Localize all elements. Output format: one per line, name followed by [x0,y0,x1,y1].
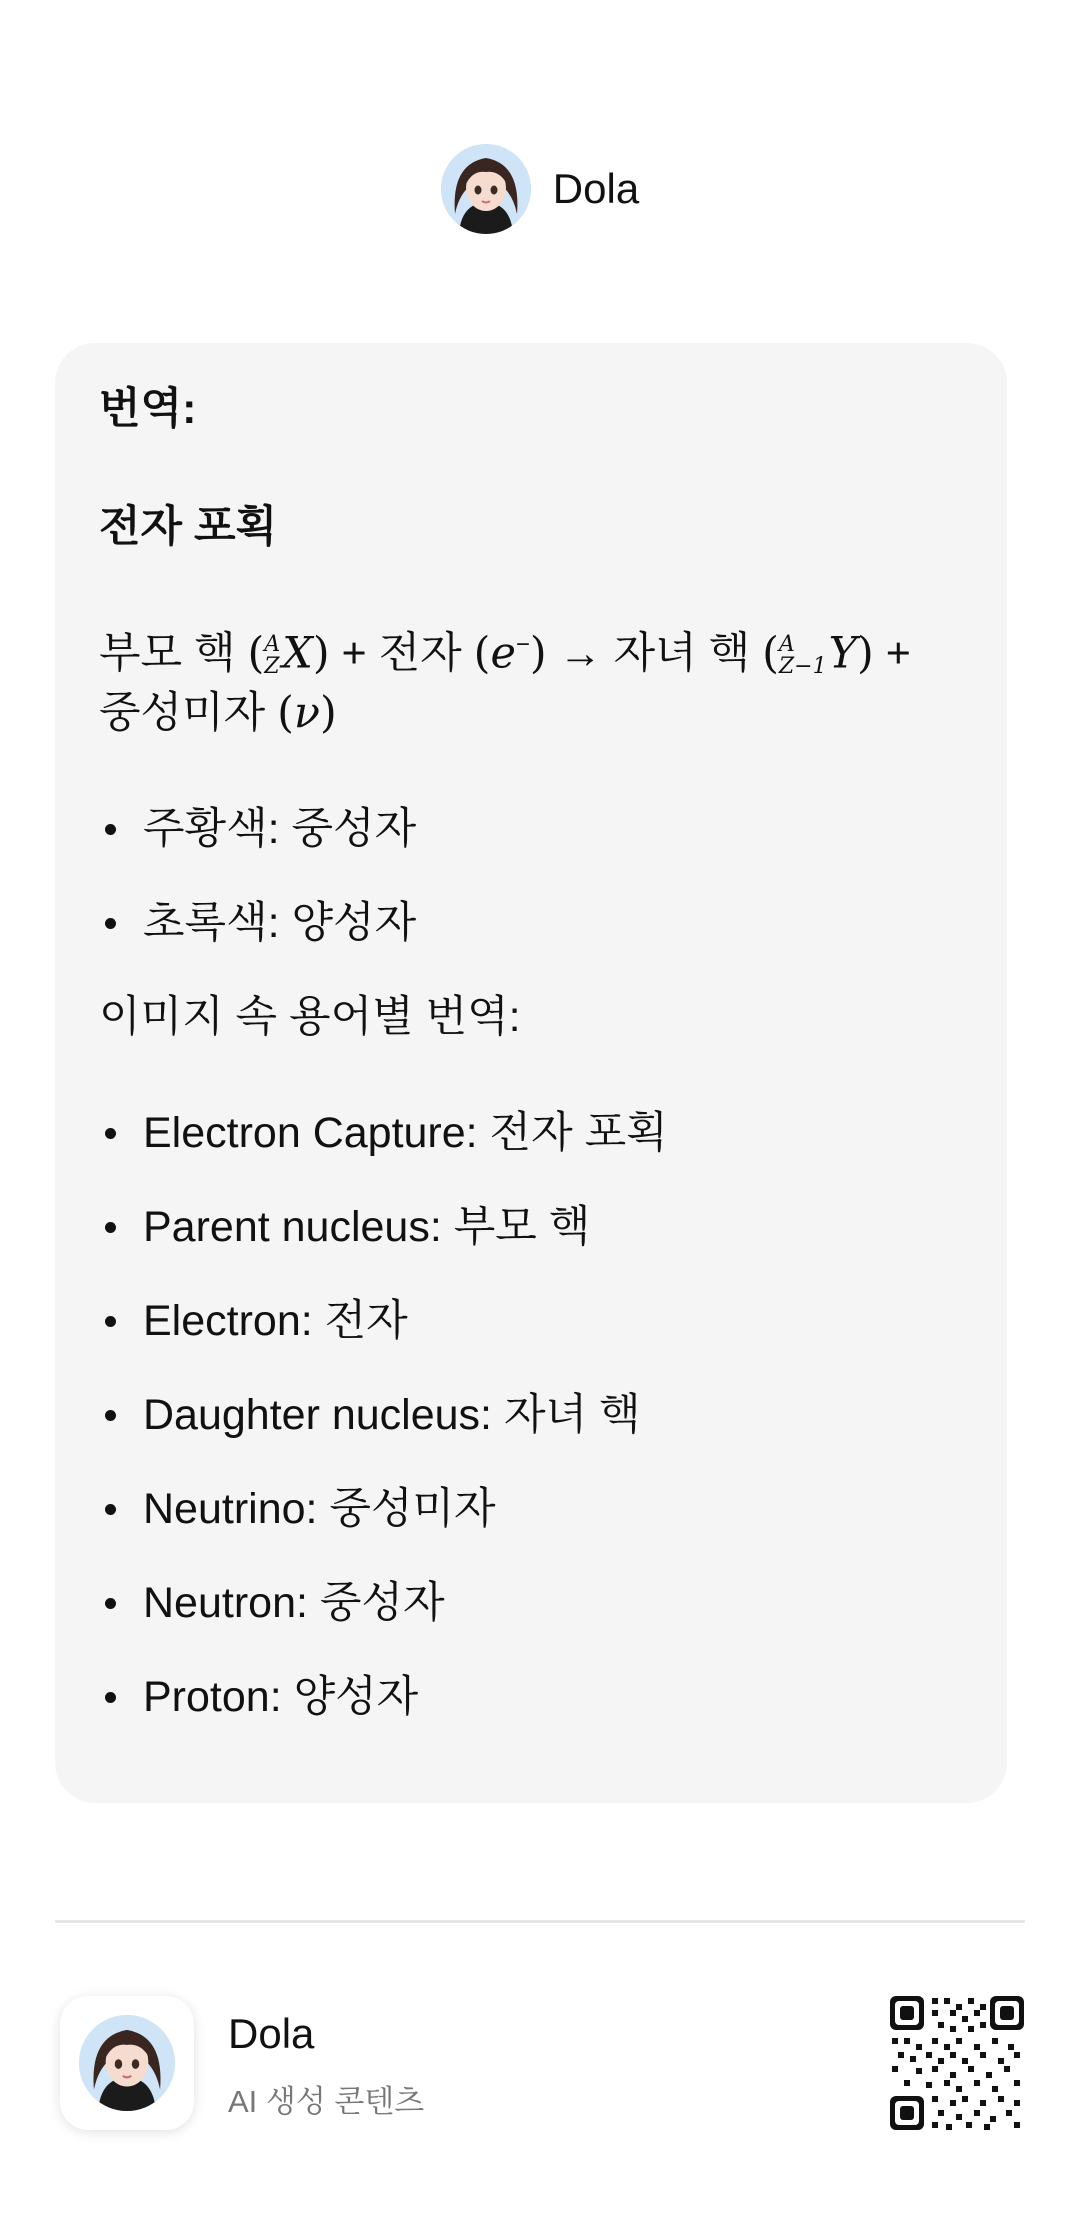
parent-symbol: X [282,628,313,679]
daughter-symbol: Y [828,628,857,679]
parent-nuclide-indices [264,631,281,679]
electron-label: 전자 [378,629,462,678]
plus-sign: + [341,629,367,678]
footer-divider [55,1920,1025,1923]
terms-heading: 이미지 속 용어별 번역: [99,993,521,1042]
dola-avatar-icon[interactable] [441,144,531,234]
list-item: Daughter nucleus: 자녀 핵 [99,1385,963,1445]
message-title: 전자 포획 [99,503,278,551]
list-item: Proton: 양성자 [99,1667,963,1727]
daughter-mass-number: A [778,631,795,657]
list-item: Neutrino: 중성미자 [99,1479,963,1539]
electron-symbol: e [490,628,516,679]
qr-code-icon[interactable] [890,1996,1024,2130]
list-item: Electron: 전자 [99,1291,963,1351]
list-item: Neutron: 중성자 [99,1573,963,1633]
list-item: Electron Capture: 전자 포획 [99,1103,963,1163]
footer-app-name: Dola [228,2010,315,2057]
color-legend-list [99,799,963,953]
arrow-symbol: → [558,629,602,678]
daughter-atomic-number: Z−1 [778,653,827,679]
terms-list [99,1103,963,1727]
footer-app-icon[interactable] [60,1996,194,2130]
message-bubble [55,343,1007,1803]
neutrino-label: 중성미자 [99,689,266,738]
list-item: 주황색: 중성자 [99,799,963,859]
daughter-label: 자녀 핵 [613,629,751,678]
plus-sign: + [885,629,911,678]
list-item: Parent nucleus: 부모 핵 [99,1197,963,1257]
list-item: 초록색: 양성자 [99,893,963,953]
header-name: Dola [552,165,640,212]
footer-subtitle: AI 생성 콘텐츠 [228,2084,425,2119]
daughter-nuclide-indices [778,631,827,679]
chat-header [0,143,1080,235]
parent-label: 부모 핵 [99,629,236,678]
message-heading: 번역: [99,385,197,433]
dola-avatar-icon [79,2015,175,2111]
parent-atomic-number: Z [264,653,280,679]
neutrino-symbol: ν [293,688,321,739]
reaction-formula: 부모 핵 ( A Z X) + 전자 (e−) → 자녀 핵 ( A Z−1 Y) + 중성미자 (ν) [99,628,911,739]
parent-mass-number: A [264,631,281,657]
electron-charge: − [515,631,530,658]
